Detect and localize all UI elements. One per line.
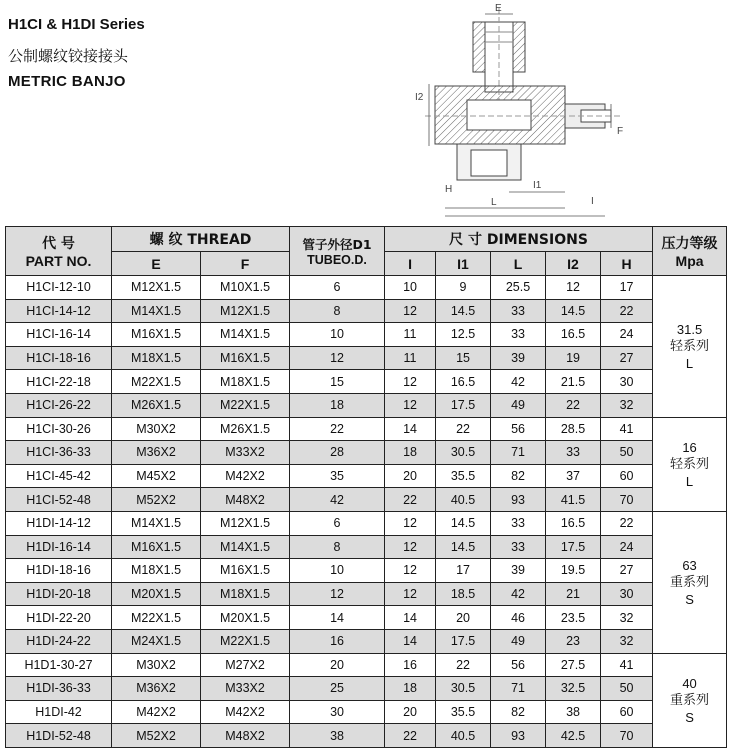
table-row — [6, 582, 727, 606]
bottom-nut — [457, 144, 521, 180]
label-l: L — [491, 197, 497, 208]
cell-i1: 14.5 — [436, 299, 491, 323]
header-part-cn: 代 号 — [42, 236, 75, 252]
cell-i: 14 — [385, 417, 436, 441]
cell-tube: 15 — [290, 370, 385, 394]
cell-h: 27 — [601, 559, 653, 583]
header-e: E — [112, 252, 201, 276]
pressure-value: 31.5 — [676, 321, 703, 337]
cell-h: 24 — [601, 323, 653, 347]
cell-e: M24X1.5 — [112, 629, 201, 653]
cell-part: H1DI-42 — [6, 700, 112, 724]
cell-i2: 21.5 — [546, 370, 601, 394]
cell-i: 12 — [385, 299, 436, 323]
header-pressure-cn: 压力等级 — [661, 236, 718, 252]
cell-i1: 20 — [436, 606, 491, 630]
cell-i: 12 — [385, 559, 436, 583]
cell-h: 32 — [601, 629, 653, 653]
cell-i: 12 — [385, 393, 436, 417]
cell-l: 33 — [491, 299, 546, 323]
cell-tube: 16 — [290, 629, 385, 653]
cell-e: M22X1.5 — [112, 370, 201, 394]
cell-i2: 38 — [546, 700, 601, 724]
cell-e: M18X1.5 — [112, 559, 201, 583]
cell-i: 20 — [385, 700, 436, 724]
table-row — [6, 677, 727, 701]
table-row — [6, 323, 727, 347]
cell-e: M12X1.5 — [112, 276, 201, 300]
pressure-group-cell — [653, 417, 727, 511]
cell-f: M42X2 — [201, 700, 290, 724]
cell-part: H1DI-24-22 — [6, 629, 112, 653]
cell-i1: 35.5 — [436, 464, 491, 488]
pressure-group-cell — [653, 276, 727, 418]
cell-h: 24 — [601, 535, 653, 559]
cell-h: 50 — [601, 441, 653, 465]
pressure-series-cn: 轻系列 — [670, 338, 710, 354]
cell-i2: 19 — [546, 346, 601, 370]
cell-part: H1DI-18-16 — [6, 559, 112, 583]
pressure-code: S — [685, 709, 694, 725]
cell-i1: 16.5 — [436, 370, 491, 394]
cell-i1: 14.5 — [436, 535, 491, 559]
label-i1: I1 — [533, 180, 542, 191]
cell-l: 82 — [491, 700, 546, 724]
cell-f: M42X2 — [201, 464, 290, 488]
cell-i: 14 — [385, 606, 436, 630]
header-tube-cn: 管子外径D1 — [302, 237, 372, 252]
banjo-fitting-drawing — [405, 0, 635, 222]
spec-table-body — [6, 276, 727, 748]
cell-l: 42 — [491, 582, 546, 606]
cell-h: 60 — [601, 700, 653, 724]
cell-f: M10X1.5 — [201, 276, 290, 300]
cell-e: M45X2 — [112, 464, 201, 488]
cell-l: 42 — [491, 370, 546, 394]
cell-e: M30X2 — [112, 417, 201, 441]
spec-table — [5, 226, 727, 748]
cell-part: H1CI-52-48 — [6, 488, 112, 512]
cell-h: 22 — [601, 511, 653, 535]
cell-f: M12X1.5 — [201, 511, 290, 535]
chinese-product-name: 公制螺纹铰接接头 — [8, 47, 129, 65]
cell-i: 12 — [385, 370, 436, 394]
label-f: F — [617, 126, 624, 137]
cell-i2: 32.5 — [546, 677, 601, 701]
table-row — [6, 276, 727, 300]
cell-f: M48X2 — [201, 724, 290, 748]
cell-part: H1DI-20-18 — [6, 582, 112, 606]
pressure-code: L — [685, 473, 694, 489]
cell-h: 41 — [601, 417, 653, 441]
table-row — [6, 464, 727, 488]
label-i2: I2 — [415, 92, 424, 103]
cell-i2: 14.5 — [546, 299, 601, 323]
cell-i: 11 — [385, 323, 436, 347]
cell-i1: 17 — [436, 559, 491, 583]
header-pressure-unit: Mpa — [675, 253, 704, 269]
cell-l: 56 — [491, 417, 546, 441]
cell-tube: 25 — [290, 677, 385, 701]
pressure-code: L — [685, 355, 694, 371]
header-i1: I1 — [436, 252, 491, 276]
header-pressure — [653, 227, 727, 276]
cell-i1: 12.5 — [436, 323, 491, 347]
cell-i: 18 — [385, 441, 436, 465]
cell-h: 70 — [601, 488, 653, 512]
cell-tube: 6 — [290, 511, 385, 535]
cell-f: M33X2 — [201, 441, 290, 465]
cell-part: H1DI-22-20 — [6, 606, 112, 630]
cell-i: 18 — [385, 677, 436, 701]
cell-i2: 12 — [546, 276, 601, 300]
cell-f: M14X1.5 — [201, 535, 290, 559]
cell-e: M22X1.5 — [112, 606, 201, 630]
cell-tube: 14 — [290, 606, 385, 630]
cell-tube: 10 — [290, 559, 385, 583]
table-row — [6, 653, 727, 677]
cell-l: 56 — [491, 653, 546, 677]
cell-l: 71 — [491, 441, 546, 465]
cell-part: H1DI-14-12 — [6, 511, 112, 535]
cell-tube: 22 — [290, 417, 385, 441]
header-part-no — [6, 227, 112, 276]
table-row — [6, 299, 727, 323]
cell-e: M52X2 — [112, 488, 201, 512]
header-thread: 螺 纹 THREAD — [112, 227, 290, 252]
cell-f: M14X1.5 — [201, 323, 290, 347]
cell-f: M22X1.5 — [201, 629, 290, 653]
table-row — [6, 488, 727, 512]
cell-l: 33 — [491, 535, 546, 559]
cell-tube: 38 — [290, 724, 385, 748]
header-tube — [290, 227, 385, 276]
cell-l: 82 — [491, 464, 546, 488]
table-row — [6, 346, 727, 370]
cell-h: 30 — [601, 582, 653, 606]
table-row — [6, 370, 727, 394]
cell-part: H1CI-30-26 — [6, 417, 112, 441]
cell-i: 22 — [385, 488, 436, 512]
cell-h: 41 — [601, 653, 653, 677]
cell-tube: 28 — [290, 441, 385, 465]
table-row — [6, 535, 727, 559]
pressure-group-cell — [653, 653, 727, 747]
cell-h: 32 — [601, 606, 653, 630]
english-product-name: METRIC BANJO — [8, 73, 126, 90]
cell-i1: 15 — [436, 346, 491, 370]
cell-f: M26X1.5 — [201, 417, 290, 441]
cell-i2: 21 — [546, 582, 601, 606]
cell-e: M26X1.5 — [112, 393, 201, 417]
cell-i2: 23.5 — [546, 606, 601, 630]
cell-i1: 30.5 — [436, 441, 491, 465]
cell-e: M52X2 — [112, 724, 201, 748]
header-h: H — [601, 252, 653, 276]
cell-i: 12 — [385, 535, 436, 559]
cell-e: M30X2 — [112, 653, 201, 677]
cell-l: 25.5 — [491, 276, 546, 300]
header-dimensions: 尺 寸 DIMENSIONS — [385, 227, 653, 252]
cell-i1: 40.5 — [436, 724, 491, 748]
cell-h: 22 — [601, 299, 653, 323]
cell-i2: 16.5 — [546, 511, 601, 535]
cell-part: H1CI-12-10 — [6, 276, 112, 300]
cell-f: M16X1.5 — [201, 559, 290, 583]
cell-f: M48X2 — [201, 488, 290, 512]
cell-e: M16X1.5 — [112, 323, 201, 347]
banjo-body — [425, 86, 620, 144]
cell-i2: 19.5 — [546, 559, 601, 583]
cell-tube: 30 — [290, 700, 385, 724]
cell-h: 30 — [601, 370, 653, 394]
cell-l: 49 — [491, 629, 546, 653]
table-row — [6, 629, 727, 653]
table-row — [6, 606, 727, 630]
cell-tube: 12 — [290, 346, 385, 370]
cell-i1: 22 — [436, 653, 491, 677]
cell-f: M16X1.5 — [201, 346, 290, 370]
cell-part: H1CI-36-33 — [6, 441, 112, 465]
header-tube-en: TUBEO.D. — [307, 253, 367, 267]
cell-tube: 8 — [290, 535, 385, 559]
cell-i2: 42.5 — [546, 724, 601, 748]
table-row — [6, 441, 727, 465]
cell-i2: 27.5 — [546, 653, 601, 677]
cell-i: 22 — [385, 724, 436, 748]
cell-f: M22X1.5 — [201, 393, 290, 417]
header-part-en: PART NO. — [25, 253, 92, 269]
cell-i2: 22 — [546, 393, 601, 417]
cell-l: 46 — [491, 606, 546, 630]
cell-e: M36X2 — [112, 441, 201, 465]
cell-tube: 6 — [290, 276, 385, 300]
cell-l: 49 — [491, 393, 546, 417]
cell-e: M16X1.5 — [112, 535, 201, 559]
cell-l: 93 — [491, 488, 546, 512]
cell-i: 11 — [385, 346, 436, 370]
table-row — [6, 417, 727, 441]
cell-l: 93 — [491, 724, 546, 748]
table-row — [6, 393, 727, 417]
cell-part: H1CI-18-16 — [6, 346, 112, 370]
cell-h: 32 — [601, 393, 653, 417]
header-i2: I2 — [546, 252, 601, 276]
cell-i1: 18.5 — [436, 582, 491, 606]
table-row — [6, 559, 727, 583]
cell-tube: 12 — [290, 582, 385, 606]
cell-i2: 16.5 — [546, 323, 601, 347]
cell-tube: 35 — [290, 464, 385, 488]
cell-i1: 35.5 — [436, 700, 491, 724]
table-row — [6, 511, 727, 535]
cell-i2: 17.5 — [546, 535, 601, 559]
cell-l: 33 — [491, 323, 546, 347]
cell-l: 39 — [491, 559, 546, 583]
pressure-series-cn: 重系列 — [670, 574, 710, 590]
cell-i1: 40.5 — [436, 488, 491, 512]
label-h: H — [445, 184, 453, 195]
cell-f: M27X2 — [201, 653, 290, 677]
cell-e: M14X1.5 — [112, 511, 201, 535]
cell-part: H1DI-16-14 — [6, 535, 112, 559]
cell-i1: 22 — [436, 417, 491, 441]
cell-tube: 20 — [290, 653, 385, 677]
cell-i: 20 — [385, 464, 436, 488]
cell-h: 60 — [601, 464, 653, 488]
pressure-code: S — [685, 591, 694, 607]
cell-part: H1DI-52-48 — [6, 724, 112, 748]
cell-part: H1CI-14-12 — [6, 299, 112, 323]
header-l: L — [491, 252, 546, 276]
cell-l: 39 — [491, 346, 546, 370]
cell-e: M18X1.5 — [112, 346, 201, 370]
cell-h: 70 — [601, 724, 653, 748]
cell-e: M20X1.5 — [112, 582, 201, 606]
cell-e: M36X2 — [112, 677, 201, 701]
label-i: I — [591, 196, 594, 207]
cell-i: 16 — [385, 653, 436, 677]
cell-f: M12X1.5 — [201, 299, 290, 323]
cell-f: M33X2 — [201, 677, 290, 701]
table-row — [6, 700, 727, 724]
cell-i2: 23 — [546, 629, 601, 653]
cell-i1: 9 — [436, 276, 491, 300]
cell-part: H1DI-36-33 — [6, 677, 112, 701]
cell-i2: 28.5 — [546, 417, 601, 441]
cell-i1: 14.5 — [436, 511, 491, 535]
pressure-value: 16 — [682, 439, 697, 455]
cell-e: M14X1.5 — [112, 299, 201, 323]
cell-l: 33 — [491, 511, 546, 535]
cell-h: 17 — [601, 276, 653, 300]
cell-part: H1D1-30-27 — [6, 653, 112, 677]
pressure-series-cn: 重系列 — [670, 692, 710, 708]
cell-i: 14 — [385, 629, 436, 653]
label-e: E — [495, 3, 502, 14]
cell-tube: 10 — [290, 323, 385, 347]
cell-i1: 17.5 — [436, 629, 491, 653]
cell-e: M42X2 — [112, 700, 201, 724]
cell-i2: 41.5 — [546, 488, 601, 512]
cell-f: M18X1.5 — [201, 582, 290, 606]
cell-part: H1CI-26-22 — [6, 393, 112, 417]
cell-h: 27 — [601, 346, 653, 370]
cell-i1: 17.5 — [436, 393, 491, 417]
cell-i: 12 — [385, 511, 436, 535]
cell-h: 50 — [601, 677, 653, 701]
cell-f: M20X1.5 — [201, 606, 290, 630]
cell-i1: 30.5 — [436, 677, 491, 701]
pressure-value: 40 — [682, 675, 697, 691]
series-title: H1CI & H1DI Series — [8, 16, 145, 33]
cell-part: H1CI-45-42 — [6, 464, 112, 488]
header-i: I — [385, 252, 436, 276]
cell-i: 12 — [385, 582, 436, 606]
table-row — [6, 724, 727, 748]
cell-f: M18X1.5 — [201, 370, 290, 394]
cell-i2: 33 — [546, 441, 601, 465]
cell-part: H1CI-16-14 — [6, 323, 112, 347]
cell-part: H1CI-22-18 — [6, 370, 112, 394]
cell-l: 71 — [491, 677, 546, 701]
cell-tube: 18 — [290, 393, 385, 417]
header-f: F — [201, 252, 290, 276]
pressure-value: 63 — [682, 557, 697, 573]
cell-tube: 42 — [290, 488, 385, 512]
cell-tube: 8 — [290, 299, 385, 323]
cell-i: 10 — [385, 276, 436, 300]
pressure-series-cn: 轻系列 — [670, 456, 710, 472]
pressure-group-cell — [653, 511, 727, 653]
cell-i2: 37 — [546, 464, 601, 488]
